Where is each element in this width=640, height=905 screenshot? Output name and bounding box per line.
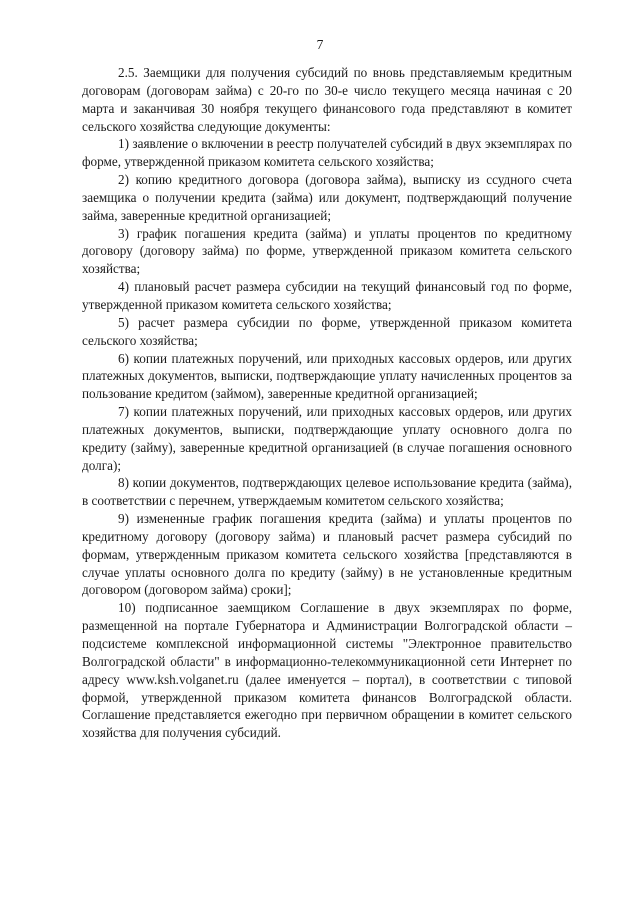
- page-number: 7: [316, 37, 324, 52]
- list-item: 9) измененные график погашения кредита (займа) и уплаты процентов по кредитному договору (договору займа) и плановый расчет размера субсидий по формам, утвержденным приказом комитета сельского хозяйства [представляются в случае уплаты основного долга по кредиту (займу) в не установленные кредитным договором (договором займа) сроки];: [82, 511, 572, 598]
- list-item: 7) копии платежных поручений, или приходных кассовых ордеров, или других платежных документов, выписки, подтверждающие уплату основного долга по кредиту (займу), заверенные кредитной организацией (в случае погашения основного долга);: [82, 404, 572, 473]
- list-item: 10) подписанное заемщиком Соглашение в двух экземплярах по форме, размещенной на портале Губернатора и Администрации Волгоградской области – подсистеме комплексной информационной системы "Электронное правительство Волгоградской области" в информационно-телекоммуникационной сети Интернет по адресу www.ksh.volganet.ru (далее именуется – портал), в соответствии с типовой формой, утвержденной приказом комитета финансов Волгоградской области. Соглашение представляется ежегодно при первичном обращении в комитет сельского хозяйства для получения субсидий.: [82, 600, 572, 741]
- list-item: 6) копии платежных поручений, или приходных кассовых ордеров, или других платежных документов, выписки, подтверждающие уплату начисленных процентов за пользование кредитом (займом), заверенные кредитной организацией;: [82, 350, 572, 402]
- list-item: 5) расчет размера субсидии по форме, утвержденной приказом комитета сельского хозяйства;: [82, 314, 572, 348]
- list-item: 3) график погашения кредита (займа) и уплаты процентов по кредитному договору (договору займа) по форме, утвержденной приказом комитета сельского хозяйства;: [82, 225, 572, 277]
- list-item: 2) копию кредитного договора (договора займа), выписку из ссудного счета заемщика о получении кредита (займа) или документ, подтверждающий получение займа, заверенные кредитной организацией;: [82, 172, 572, 223]
- list-item: 8) копии документов, подтверждающих целевое использование кредита (займа), в соответствии с перечнем, утверждаемым комитетом сельского хозяйства;: [82, 475, 572, 509]
- list-item: 1) заявление о включении в реестр получателей субсидий в двух экземплярах по форме, утвержденной приказом комитета сельского хозяйства;: [82, 136, 572, 170]
- paragraph-intro: 2.5. Заемщики для получения субсидий по вновь представляемым кредитным договорам (договорам займа) с 20-го по 30-е число текущего месяца начиная с 20 марта и заканчивая 30 ноября текущего финансового года представляют в комитет сельского хозяйства следующие документы:: [82, 65, 572, 134]
- list-item: 4) плановый расчет размера субсидии на текущий финансовый год по форме, утвержденной приказом комитета сельского хозяйства;: [82, 279, 572, 312]
- document-body: [82, 64, 572, 742]
